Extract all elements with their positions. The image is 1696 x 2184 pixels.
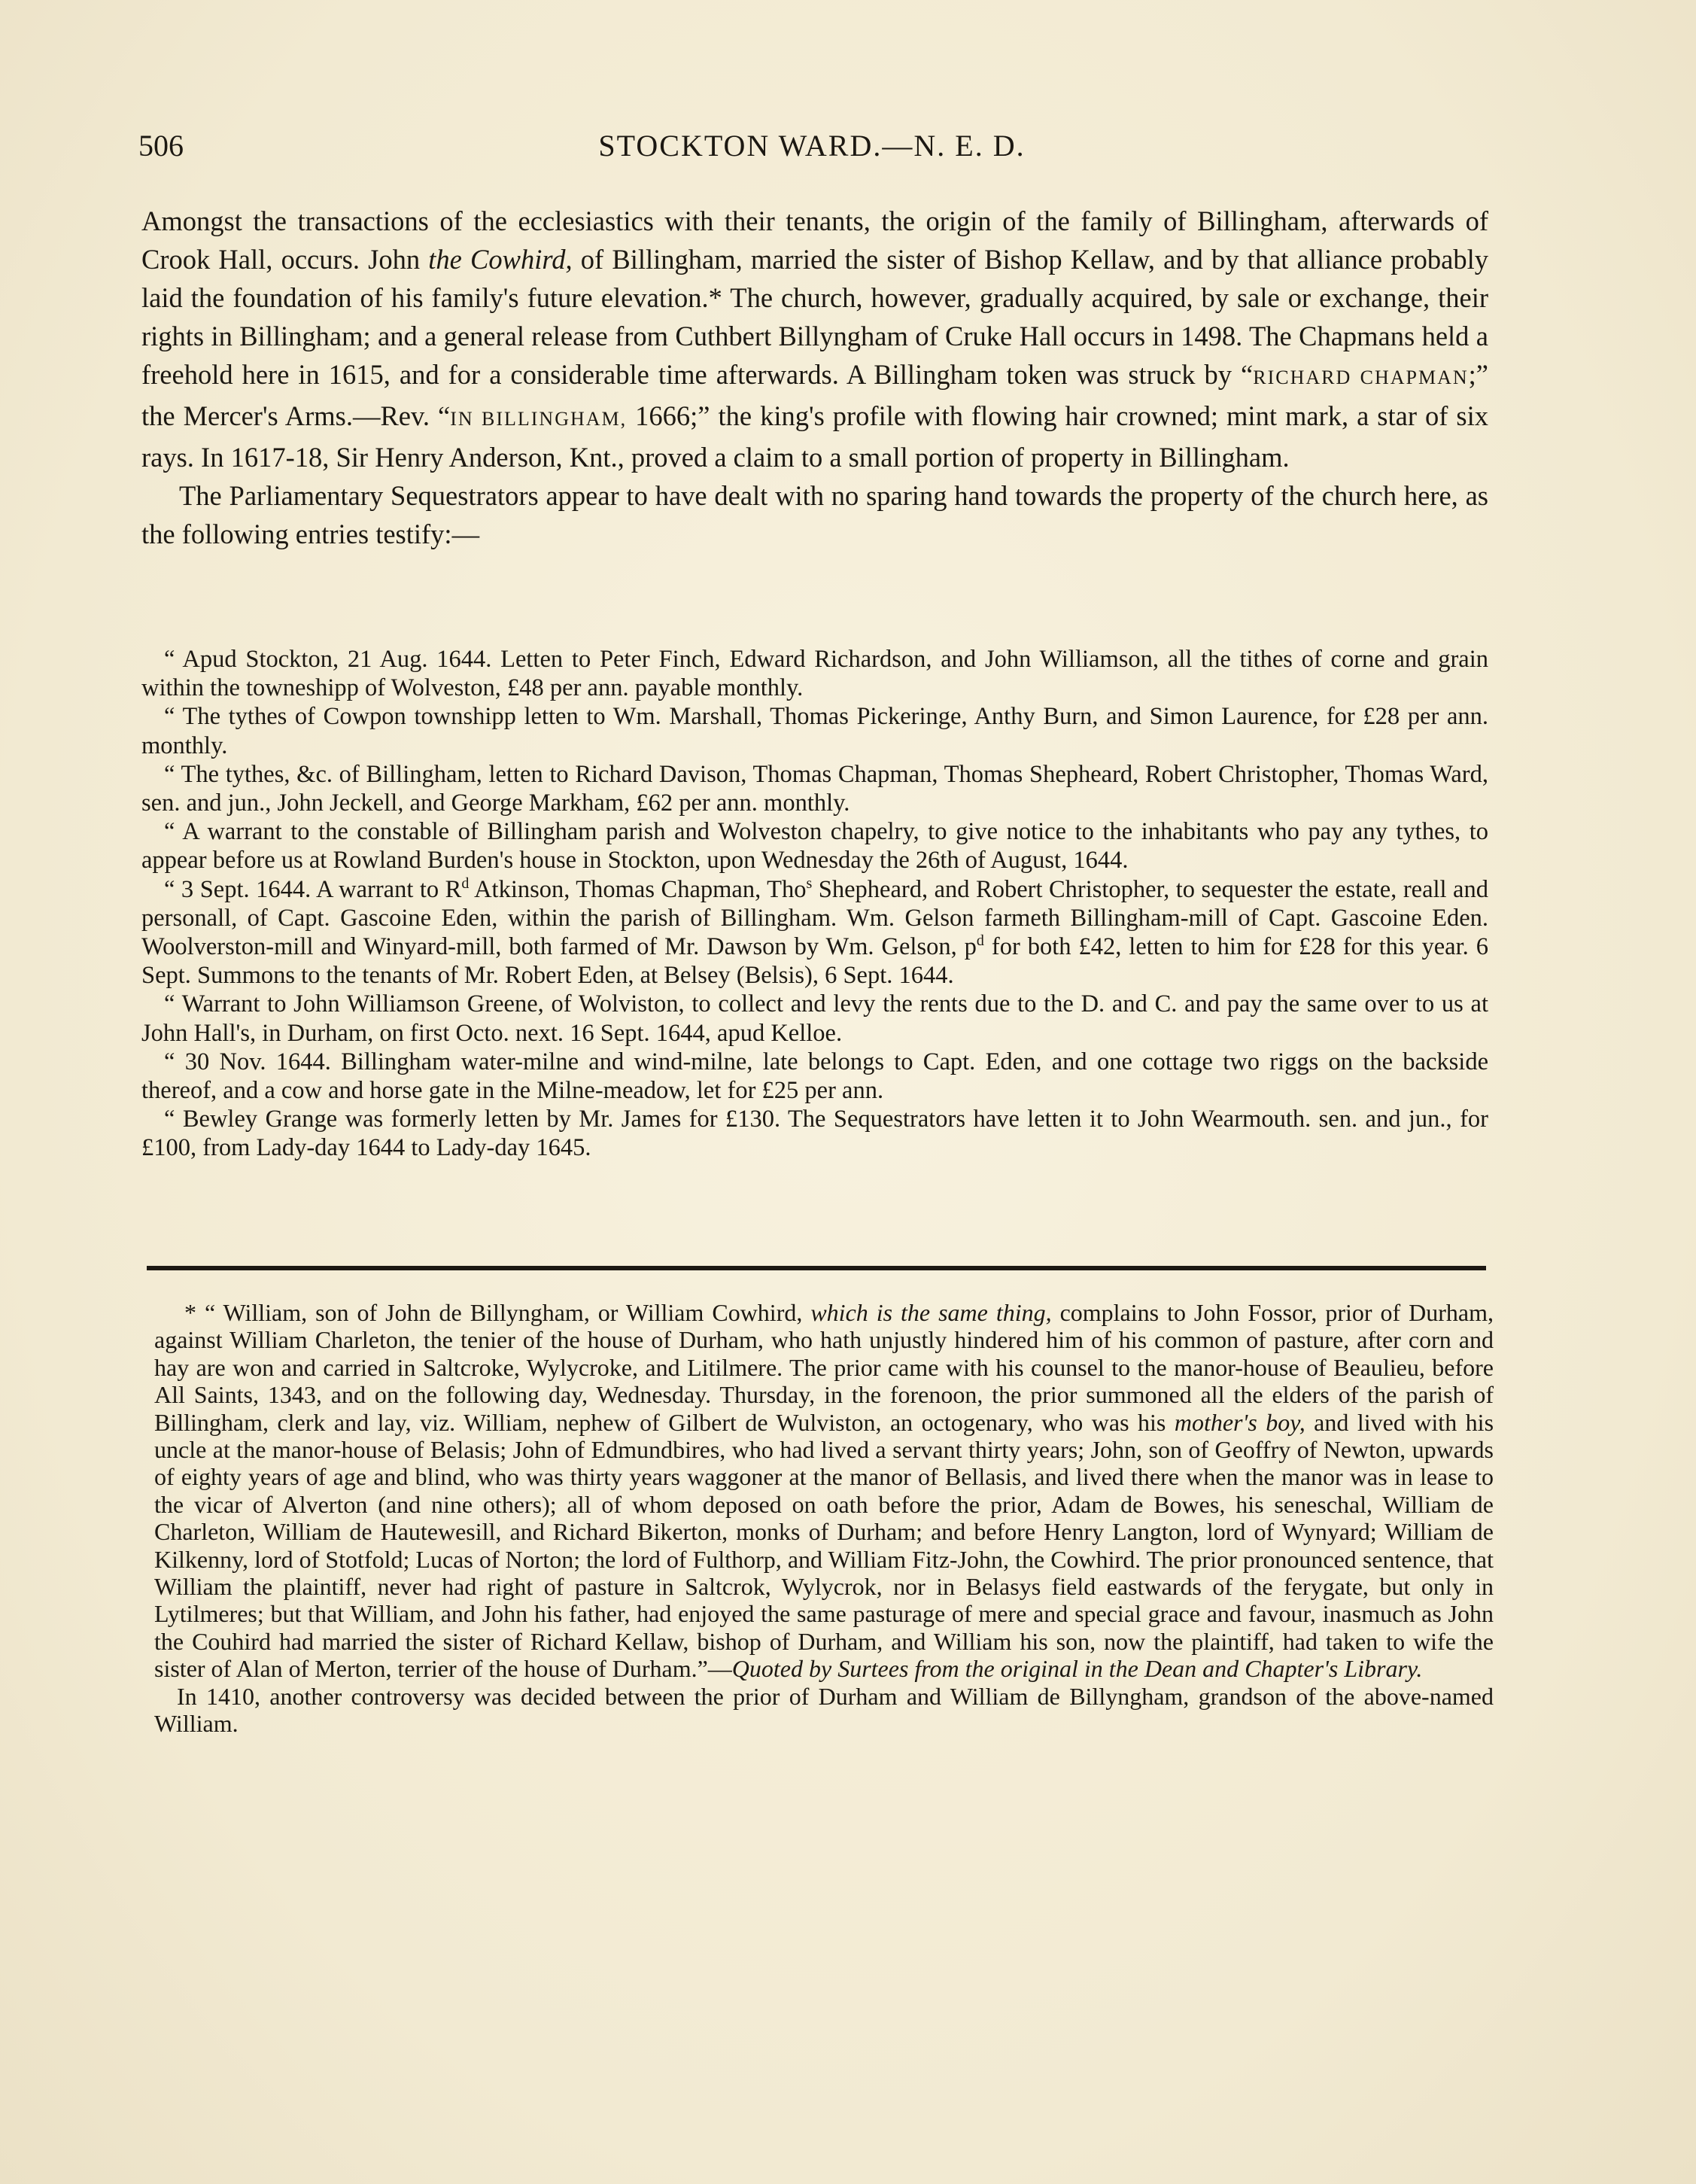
footnote-paragraph: In 1410, another controversy was decided between the prior of Durham and William de Billyngham, grandson of the above-named William. <box>154 1682 1494 1738</box>
extract-entry: “ Bewley Grange was formerly letten by Mr. James for £130. The Sequestrators have letten it to John Wearmouth. sen. and jun., for £100, from Lady-day 1644 to Lady-day 1645. <box>141 1106 1488 1162</box>
running-title: STOCKTON WARD.—N. E. D. <box>598 129 1026 163</box>
extract-entry: “ A warrant to the constable of Billingham parish and Wolveston chapelry, to give notice to the inhabitants who pay any tythes, to appear before us at Rowland Burden's house in Stockton, upon Wednesday the 26th of August, 1644. <box>141 818 1488 875</box>
footnote-paragraph: * “ William, son of John de Billyngham, or William Cowhird, which is the same thing, complains to John Fossor, prior of Durham, against William Charleton, the tenier of the house of Durham, who hath unjustly hindered him of his common of pasture, after corn and hay are won and carried in Saltcroke, Wylycroke, and Litilmere. The prior came with his counsel to the manor-house of Beaulieu, before All Saints, 1343, and on the following day, Wednesday. Thursday, in the forenoon, the prior summoned all the elders of the parish of Billingham, clerk and lay, viz. William, nephew of Gilbert de Wulviston, an octogenary, who was his mother's boy, and lived with his uncle at the manor-house of Belasis; John of Edmundbires, who had lived a servant thirty years; John, son of Geoffry of Newton, upwards of eighty years of age and blind, who was thirty years waggoner at the manor of Bellasis, and lived there when the manor was in lease to the vicar of Alverton (and nine others); all of whom deposed on oath before the prior, Adam de Bowes, his seneschal, William de Charleton, William de Hautewesill, and Richard Bikerton, monks of Durham; and before Henry Langton, lord of Wynyard; William de Kilkenny, lord of Stotfold; Lucas of Norton; the lord of Fulthorp, and William Fitz-John, the Cowhird. The prior pronounced sentence, that William the plaintiff, never had right of pasture in Saltcrok, Wylycrok, nor in Belasys field eastwards of the ferygate, but only in Lytilmeres; but that William, and John his father, had enjoyed the same pasturage of mere and special grace and favour, inasmuch as John the Couhird had married the sister of Richard Kellaw, bishop of Durham, and William his son, now the plaintiff, had taken to wife the sister of Alan of Merton, terrier of the house of Durham.”—Quoted by Surtees from the original in the Dean and Chapter's Library. <box>154 1299 1494 1683</box>
page-header <box>138 128 1485 173</box>
footnote <box>154 1299 1494 1738</box>
extract-entry: “ Warrant to John Williamson Greene, of Wolviston, to collect and levy the rents due to the D. and C. and pay the same over to us at John Hall's, in Durham, on first Octo. next. 16 Sept. 1644, apud Kelloe. <box>141 990 1488 1047</box>
paragraph-sequestrators: The Parliamentary Sequestrators appear to have dealt with no sparing hand towards the property of the church here, as the following entries testify:— <box>141 480 1488 549</box>
extract-entry: “ 3 Sept. 1644. A warrant to $R^d$ Atkinson, Thomas Chapman, Tho$^s$ Shepheard, and Robert Christopher, to sequester the estate, reall and personall, of Capt. Gascoine Eden, within the parish of Billingham. Wm. Gelson farmeth Billingham-mill of Capt. Gascoine Eden. Woolverston-mill and Winyard-mill, both farmed of Mr. Dawson by Wm. Gelson, $p^d$ for both £42, letten to him for £28 for this year. 6 Sept. Summons to the tenants of Mr. Robert Eden, at Belsey (Belsis), 6 Sept. 1644. <box>141 875 1488 990</box>
extract-entry: “ 30 Nov. 1644. Billingham water-milne and wind-milne, late belongs to Capt. Eden, and one cottage two riggs on the backside thereof, and a cow and horse gate in the Milne-meadow, let for £25 per ann. <box>141 1048 1488 1105</box>
extract-entry: “ The tythes, &c. of Billingham, letten to Richard Davison, Thomas Chapman, Thomas Shepheard, Robert Christopher, Thomas Ward, sen. and jun., John Jeckell, and George Markham, £62 per ann. monthly. <box>141 760 1488 817</box>
page-number: 506 <box>138 129 184 163</box>
extract-entry: “ The tythes of Cowpon townshipp letten to Wm. Marshall, Thomas Pickeringe, Anthy Burn, and Simon Laurence, for £28 per ann. monthly. <box>141 703 1488 759</box>
sequestration-extracts <box>141 645 1488 1163</box>
paragraph-billingham-family: Amongst the transactions of the ecclesiastics with their tenants, the origin of the family of Billingham, afterwards of Crook Hall, occurs. John the Cowhird, of Billingham, married the sister of Bishop Kellaw, and by that alliance probably laid the foundation of his family's future elevation.* The church, however, gradually acquired, by sale or exchange, their rights in Billingham; and a general release from Cuthbert Billyngham of Cruke Hall occurs in 1498. The Chapmans held a freehold here in 1615, and for a considerable time afterwards. A Billingham token was struck by “RICHARD CHAPMAN;” the Mercer's Arms.—Rev. “IN BILLINGHAM, 1666;” the king's profile with flowing hair crowned; mint mark, a star of six rays. In 1617-18, Sir Henry Anderson, Knt., proved a claim to a small portion of property in Billingham. <box>141 205 1488 473</box>
footnote-divider <box>147 1266 1486 1270</box>
extract-entry: “ Apud Stockton, 21 Aug. 1644. Letten to Peter Finch, Edward Richardson, and John Williamson, all the tithes of corne and grain within the towneshipp of Wolveston, £48 per ann. payable monthly. <box>141 646 1488 702</box>
main-text <box>141 202 1488 553</box>
